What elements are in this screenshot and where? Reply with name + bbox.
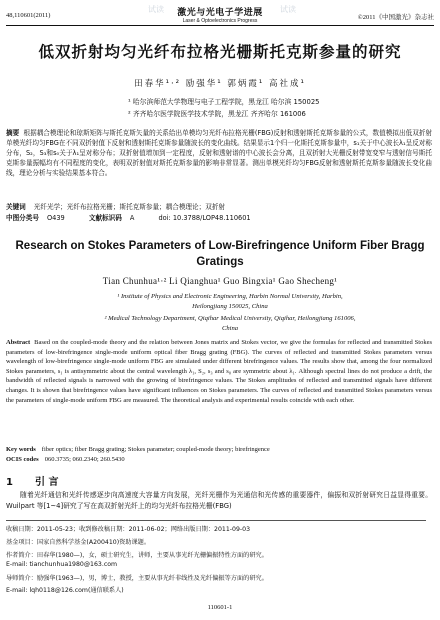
authors-en: Tian Chunhua¹·² Li Qianghua¹ Guo Bingxia¹ Gao Shecheng¹	[102, 276, 338, 286]
section-title: 引 言	[34, 477, 59, 488]
footnote-advisor-bio: 导师简介：励强华(1963—)，男，博士，教授，主要从事光纤非线性及光纤偏振等方面的研究。	[6, 575, 268, 582]
clc-label: 中图分类号	[6, 214, 39, 222]
paper-title-en: Research on Stokes Parameters of Low-Birefringence Uniform Fiber Bragg Gratings	[15, 240, 425, 268]
keywords-cn	[6, 201, 225, 211]
abstract-cn-label: 摘要	[6, 129, 20, 137]
affiliation-cn-2: ² 齐齐哈尔医学院医学技术学院，黑龙江 齐齐哈尔 161006	[128, 110, 306, 118]
section-heading	[6, 473, 58, 488]
footnote-author-email: E-mail: tianchunhua1980@163.com	[6, 561, 118, 568]
body-paragraph: 随着光纤通信和光纤传感逐步向高速度大容量方向发展，光纤光栅作为光通信和光传感的重要器件，偏振和双折射研究日益显得重要。Wuilpart 等[1~4]研究了写在高双折射光纤上的均匀光纤布拉格光栅(FBG)	[6, 491, 432, 510]
journal-masthead	[160, 5, 280, 24]
abstract-cn	[6, 128, 432, 178]
affiliation-en-2: ² Medical Technology Department, Qiqihar Medical University, Qiqihar, Heilongjiang 161006, China	[104, 315, 356, 332]
header-rule	[6, 25, 434, 26]
section-number: 1	[6, 477, 13, 488]
ocis-text: 060.3735; 060.2340; 260.5430	[44, 456, 125, 463]
footnote-rule	[6, 520, 426, 521]
abstract-en-label: Abstract	[6, 339, 31, 346]
abstract-cn-text: 根据耦合模理论和琼斯矩阵与斯托克斯矢量的关系给出单模均匀光纤布拉格光栅(FBG)反射和透射斯托克斯参量的公式，数值模拟出低双折射单模光纤均匀FBG在不同双折射值下反射和透射斯托克斯参量随波长的变化曲线。结果显示1个归一化斯托克斯参量中，s₁关于中心波长λ₁呈反对称分布，S₂，S₃和s₀关于λ₁呈对称分布；双折射值增加到一定程度，反射和透射谱的中心波长会分离，且双折射大光栅反射带宽变窄与透射信号斯托克斯参量振幅均有不同程度的变化，表明双折射值对斯托克斯参量的影响非常显著。测出单模光纤均匀FBG反射和透射斯托克斯参量随波长变化曲线，理论分析与实验结果基本符合。	[6, 129, 433, 177]
header-volume: 48,110601(2011)	[6, 12, 51, 19]
watermark: 试读	[148, 5, 164, 14]
paper-title-cn: 低双折射均匀光纤布拉格光栅斯托克斯参量的研究	[38, 43, 402, 61]
page-header	[0, 0, 440, 28]
ocis-label: OCIS codes	[6, 456, 39, 463]
journal-name-cn: 激光与光电子学进展	[177, 8, 263, 18]
affiliation-en-1: ¹ Institute of Physics and Electronic Engineering, Harbin Normal University, Harbin, Heilongjiang 150025, China	[117, 293, 343, 310]
abstract-en	[6, 338, 432, 405]
page-number: 110601-1	[207, 604, 233, 611]
doi-label: doi:	[158, 214, 171, 222]
authors-cn: 田春华¹·² 励强华¹ 郭炳霞¹ 高社成¹	[134, 79, 306, 89]
keywords-en-label: Key words	[6, 446, 36, 453]
classification-row	[6, 212, 251, 222]
footnote-advisor-email: E-mail: lqh0118@126.com(通信联系人)	[6, 587, 124, 594]
journal-name-en: Laser & Optoelectronics Progress	[182, 18, 258, 24]
footnote-author-bio: 作者简介：田春华(1980—)，女，硕士研究生，讲师，主要从事光纤光栅偏振特性方面的研究。	[6, 552, 268, 559]
clc-code: O439	[46, 214, 65, 222]
ocis-codes	[6, 456, 432, 463]
keywords-cn-text: 光纤光学；光纤布拉格光栅；斯托克斯参量；耦合模理论；双折射	[33, 203, 225, 211]
keywords-en	[6, 446, 432, 453]
footnote-received: 收稿日期：2011-05-23；收到修改稿日期：2011-06-02；网络出版日期：2011-09-03	[6, 526, 251, 533]
watermark: 试读	[280, 5, 296, 14]
doc-code: A	[129, 214, 135, 222]
abstract-en-text: Based on the coupled-mode theory and the relation between Jones matrix and Stokes vector, we give the formulas for reflected and transmitted Stokes parameters of low-birefringence single-mode uniform optical fiber Bragg grating (FBG). The curves of reflected and transmitted Stokes parameters versus wavelength of low-birefringence single-mode uniform FBG are simulated under different birefringence values. The results show that, among the four normalized Stokes parameters, s₁ is antisymmetric about the central wavelength λ₁, S₂, s₃ and s₀ are symmetric about λ₁. Although spectral lines do not produce a drift, the bandwidth of reflected signals is narrowed with the growing of birefringence values. The Stokes amplitudes of reflected and transmitted signals have different changes. It is shown that birefringence values have significant influences on Stokes parameters. The curves of reflected and transmitted Stokes parameters versus the parameters of single-mode uniform FBG are measured. The theoretical analysis and experimental results coincide with each other.	[6, 339, 432, 404]
keywords-cn-label: 关键词	[6, 203, 26, 211]
doi-value: 10.3788/LOP48.110601	[172, 214, 251, 222]
footnote-funding: 基金项目：国家自然科学基金(A200410)资助课题。	[6, 539, 151, 546]
header-copyright: ©2011《中国激光》杂志社	[357, 14, 434, 21]
keywords-en-text: fiber optics; fiber Bragg grating; Stokes parameter; coupled-mode theory; birefringence	[41, 446, 270, 453]
doc-code-label: 文献标识码	[88, 214, 122, 222]
affiliation-cn-1: ¹ 哈尔滨师范大学物理与电子工程学院，黑龙江 哈尔滨 150025	[128, 98, 320, 106]
